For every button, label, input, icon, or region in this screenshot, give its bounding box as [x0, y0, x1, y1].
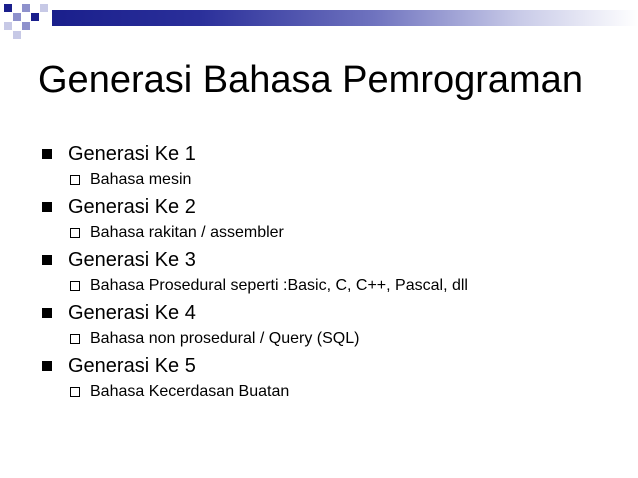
hollow-square-bullet-icon [70, 228, 80, 238]
level2-bullet [38, 167, 628, 193]
generation-label: Generasi Ke 1 [68, 142, 196, 165]
slide-title: Generasi Bahasa Pemrograman [38, 59, 583, 101]
list-item [38, 352, 628, 405]
square-bullet-icon [42, 149, 52, 159]
bullet-list [38, 140, 628, 405]
generation-label: Generasi Ke 4 [68, 301, 196, 324]
deco-square [40, 4, 48, 12]
list-item [38, 246, 628, 299]
deco-square [4, 22, 12, 30]
generation-label: Generasi Ke 3 [68, 248, 196, 271]
level2-bullet [38, 326, 628, 352]
list-item [38, 193, 628, 246]
generation-description: Bahasa mesin [90, 171, 192, 188]
hollow-square-bullet-icon [70, 281, 80, 291]
generation-description: Bahasa Prosedural seperti :Basic, C, C++, Pascal, dll [90, 277, 468, 294]
generation-description: Bahasa Kecerdasan Buatan [90, 383, 290, 400]
level2-bullet [38, 379, 628, 405]
generation-label: Generasi Ke 5 [68, 354, 196, 377]
square-bullet-icon [42, 255, 52, 265]
hollow-square-bullet-icon [70, 387, 80, 397]
deco-square [22, 22, 30, 30]
deco-square [13, 31, 21, 39]
level2-bullet [38, 220, 628, 246]
level1-bullet [38, 140, 628, 167]
header-gradient-bar [52, 10, 638, 26]
square-bullet-icon [42, 361, 52, 371]
level2-bullet [38, 273, 628, 299]
square-bullet-icon [42, 202, 52, 212]
deco-square [4, 4, 12, 12]
hollow-square-bullet-icon [70, 334, 80, 344]
level1-bullet [38, 299, 628, 326]
generation-description: Bahasa non prosedural / Query (SQL) [90, 330, 360, 347]
generation-label: Generasi Ke 2 [68, 195, 196, 218]
level1-bullet [38, 352, 628, 379]
deco-square [31, 13, 39, 21]
list-item [38, 140, 628, 193]
list-item [38, 299, 628, 352]
level1-bullet [38, 193, 628, 220]
hollow-square-bullet-icon [70, 175, 80, 185]
generation-description: Bahasa rakitan / assembler [90, 224, 284, 241]
deco-square [22, 4, 30, 12]
level1-bullet [38, 246, 628, 273]
square-bullet-icon [42, 308, 52, 318]
deco-square [13, 13, 21, 21]
